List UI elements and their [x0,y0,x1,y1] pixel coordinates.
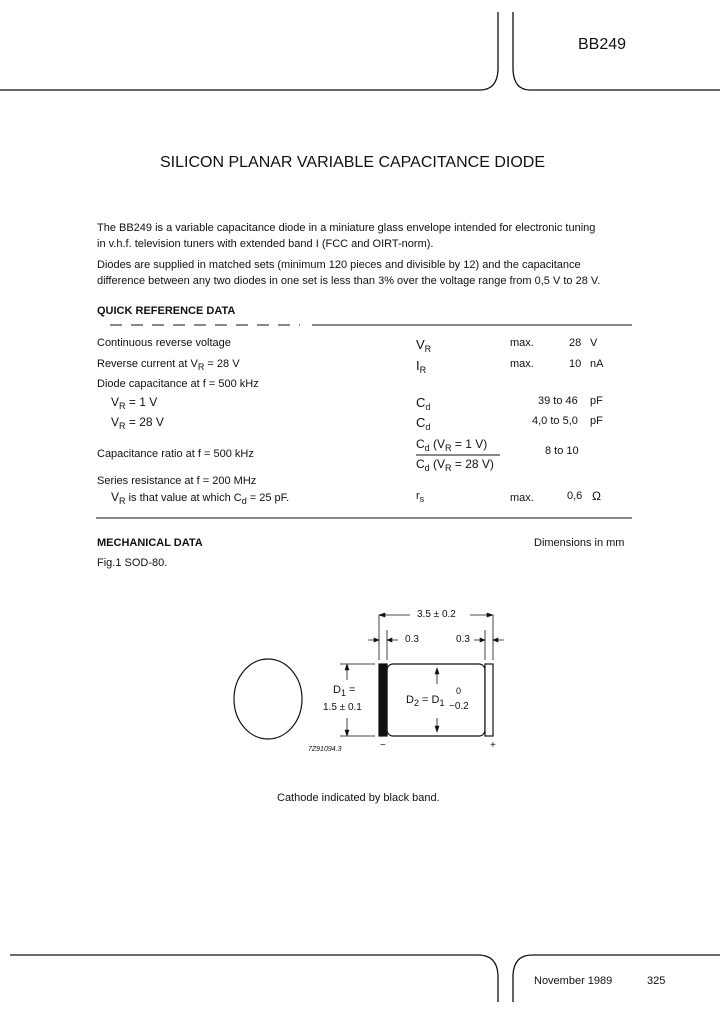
sod80-drawing [234,613,504,739]
plus-sign: + [490,740,496,751]
d1-label: $D_1$ = [333,684,356,698]
intro-line-1: The BB249 is a variable capacitance diode in a miniature glass envelope intended for electronic tuning [97,222,596,234]
d2-tol-upper: 0 [456,686,462,696]
d2-tol-lower: −0.2 [449,701,469,712]
row-rs-symbol: $r_s$ [416,490,425,504]
anode-band [485,664,493,736]
dimensions-note: Dimensions in mm [534,537,625,549]
row-cd28-unit: pF [590,415,603,427]
row-rs-label: $V_R$ is that value at which $C_d = 25$ pF. [111,490,290,506]
header-rule [0,12,498,90]
footer-date: November 1989 [534,975,613,987]
cathode-note: Cathode indicated by black band. [277,792,440,804]
row-cd1-value: 39 to 46 [538,395,578,407]
intro-line-2: in v.h.f. television tuners with extended band I (FCC and OIRT-norm). [97,238,434,250]
row-ratio-value: 8 to 10 [545,445,579,457]
row-vr-symbol: $V_R$ [416,337,432,354]
figure-caption: Fig.1 SOD-80. [97,557,168,569]
row-rs-head-label: Series resistance at f = 200 MHz [97,475,257,487]
band-left-label: 0.3 [405,634,419,645]
page-title: SILICON PLANAR VARIABLE CAPACITANCE DIODE [160,154,545,171]
row-cd1-unit: pF [590,395,603,407]
row-ir-label: Reverse current at $V_R = 28$ V [97,358,240,372]
row-vr-unit: V [590,337,598,349]
row-ir-value: 10 [569,358,582,370]
overall-length-label: 3.5 ± 0.2 [417,609,456,620]
row-vr-value: 28 [569,337,582,349]
part-number: BB249 [578,36,627,53]
row-cd28-label: $V_R = 28$ V [111,415,164,431]
band-right-label: 0.3 [456,634,470,645]
minus-sign: − [380,740,386,751]
row-cap-head-label: Diode capacitance at f = 500 kHz [97,378,259,390]
row-ir-symbol: $I_R$ [416,358,427,375]
row-rs-unit: Ω [592,489,601,503]
d1-value: 1.5 ± 0.1 [323,702,362,713]
row-ratio-numerator: $C_d$ ($V_R = 1$ V) [416,437,488,453]
row-ir-unit: nA [590,358,604,370]
row-rs-value: 0,6 [567,490,583,502]
footer-rule [10,955,498,1002]
quick-ref-heading: QUICK REFERENCE DATA [97,305,236,317]
row-rs-qual: max. [510,492,534,504]
row-vr-qual: max. [510,337,534,349]
intro-line-4: difference between any two diodes in one set is less than 3% over the voltage range from 0,5 V to 28 V. [97,275,601,287]
row-cd1-label: $V_R = 1$ V [111,395,158,411]
row-ratio-denominator: $C_d$ ($V_R = 28$ V) [416,457,494,473]
row-cd1-symbol: $C_d$ [416,395,431,412]
row-ir-qual: max. [510,358,534,370]
mechanical-heading: MECHANICAL DATA [97,537,203,549]
end-view-circle [234,659,302,739]
cathode-band [379,664,387,736]
row-ratio-label: Capacitance ratio at f = 500 kHz [97,448,254,460]
intro-line-3: Diodes are supplied in matched sets (minimum 120 pieces and divisible by 12) and the capacitance [97,259,581,271]
footer-page-number: 325 [647,975,666,987]
row-cd28-symbol: $C_d$ [416,415,431,432]
row-vr-label: Continuous reverse voltage [97,337,231,349]
d2-label: $D_2 = D_1$ [406,694,445,708]
row-cd28-value: 4,0 to 5,0 [532,415,578,427]
drawing-code: 7Z91094.3 [308,746,342,753]
